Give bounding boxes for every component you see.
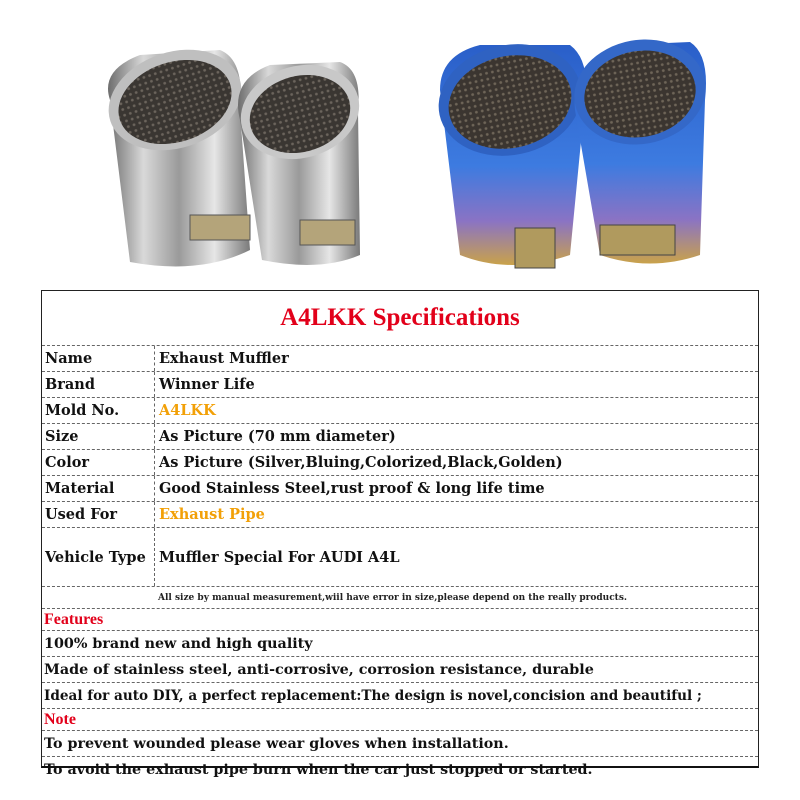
note-heading: Note [42,709,758,731]
spec-value: As Picture (70 mm diameter) [159,428,396,445]
spec-key: Used For [42,502,155,527]
note-line: To avoid the exhaust pipe burn when the car just stopped or started. [44,761,593,778]
spec-row-brand [42,372,758,398]
spec-value: Winner Life [159,376,255,393]
product-photos [0,0,800,290]
spec-key: Brand [42,372,155,397]
spec-key: Name [42,346,155,371]
spec-key: Vehicle Type [42,528,155,586]
feature-line: Made of stainless steel, anti-corrosive, corrosion resistance, durable [42,657,758,683]
spec-key: Mold No. [42,398,155,423]
spec-row-color [42,450,758,476]
spec-row-mold [42,398,758,424]
spec-value: Muffler Special For AUDI A4L [159,548,400,566]
spec-key: Color [42,450,155,475]
note-line: To prevent wounded please wear gloves when installation. [42,731,758,757]
feature-line: 100% brand new and high quality [42,631,758,657]
specifications-table [41,290,759,778]
spec-row-used-for [42,502,758,528]
spec-value: Good Stainless Steel,rust proof & long life time [159,480,545,497]
spec-key: Size [42,424,155,449]
spec-value: Exhaust Pipe [159,506,265,523]
spec-value: As Picture (Silver,Bluing,Colorized,Black,Golden) [159,454,563,471]
spec-value: Exhaust Muffler [159,350,289,367]
features-heading: Features [42,609,758,631]
spec-row-material [42,476,758,502]
spec-row-size [42,424,758,450]
feature-line: Ideal for auto DIY, a perfect replacement:The design is novel,concision and beautiful ; [42,683,758,709]
silver-muffler-image [0,0,400,290]
spec-title: A4LKK Specifications [42,291,758,346]
measurement-note: All size by manual measurement,wiil have error in size,please depend on the really products. [42,587,758,609]
blue-muffler-image [400,0,800,290]
spec-row-vehicle-type [42,528,758,587]
spec-key: Material [42,476,155,501]
spec-row-name [42,346,758,372]
spec-value: A4LKK [159,402,216,419]
